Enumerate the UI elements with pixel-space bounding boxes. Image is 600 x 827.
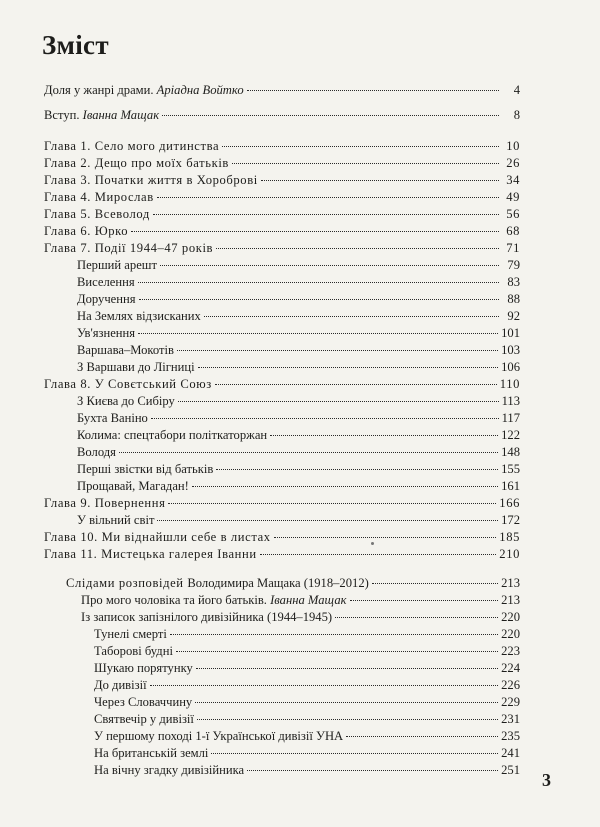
page-ref: 220 xyxy=(501,610,520,624)
dot-leader xyxy=(157,520,498,521)
toc-entry xyxy=(94,626,520,643)
entry-title: На вічну згадку дивізійника xyxy=(94,763,245,777)
page-ref: 113 xyxy=(501,394,520,408)
toc-entry xyxy=(44,172,520,189)
entry-title: Глава 9. Повернення xyxy=(44,496,166,510)
page-ref: 172 xyxy=(501,513,520,527)
page-ref: 106 xyxy=(501,360,520,374)
toc-entry xyxy=(44,82,520,99)
entry-title: Вступ. xyxy=(44,108,83,122)
toc-entry xyxy=(77,359,520,376)
page-title: Зміст xyxy=(42,30,109,60)
dot-leader xyxy=(216,469,498,470)
dot-leader xyxy=(346,736,498,737)
toc-entry xyxy=(77,410,520,427)
toc-entry xyxy=(94,762,520,779)
dot-leader xyxy=(150,685,499,686)
entry-title: Володя xyxy=(77,445,116,459)
toc-entry xyxy=(44,138,520,155)
toc-entry xyxy=(44,495,520,512)
toc-entry xyxy=(94,745,520,762)
entry-title: Святвечір у дивізії xyxy=(94,712,194,726)
page-ref: 56 xyxy=(506,207,520,221)
entry-title: З Києва до Сибіру xyxy=(77,394,175,408)
dot-leader xyxy=(139,299,499,300)
page-ref: 241 xyxy=(501,746,520,760)
dot-leader xyxy=(138,333,498,334)
dot-leader xyxy=(192,486,498,487)
dot-leader xyxy=(372,583,498,584)
toc-entry xyxy=(81,592,520,609)
entry-title: На Землях відзисканих xyxy=(77,309,201,323)
toc-entry xyxy=(44,206,520,223)
page-ref: 210 xyxy=(499,547,520,561)
page-ref: 110 xyxy=(499,377,520,391)
dot-leader xyxy=(162,115,499,116)
page-ref: 10 xyxy=(506,139,520,153)
toc-entry xyxy=(77,512,520,529)
entry-author: Аріадна Войтко xyxy=(156,83,244,97)
entry-title: Варшава–Мокотів xyxy=(77,343,174,357)
page-ref: 49 xyxy=(506,190,520,204)
dot-leader xyxy=(222,146,499,147)
entry-title: Глава 5. Всеволод xyxy=(44,207,150,221)
page-ref: 26 xyxy=(506,156,520,170)
entry-title: Перший арешт xyxy=(77,258,157,272)
dot-leader xyxy=(151,418,499,419)
entry-title: Шукаю порятунку xyxy=(94,661,193,675)
entry-title: Виселення xyxy=(77,275,135,289)
toc-entry xyxy=(44,107,520,124)
dot-leader xyxy=(216,248,499,249)
entry-title: Таборові будні xyxy=(94,644,173,658)
dot-leader xyxy=(204,316,499,317)
toc-entry xyxy=(94,711,520,728)
paper-speck xyxy=(371,542,374,545)
entry-subtitle: Володимира Мащака (1918–2012) xyxy=(187,576,369,590)
page-ref: 83 xyxy=(507,275,520,289)
entry-title: Із записок запізнілого дивізійника (1944–1945) xyxy=(81,610,333,624)
dot-leader xyxy=(247,770,498,771)
dot-leader xyxy=(350,600,499,601)
entry-title: Глава 6. Юрко xyxy=(44,224,129,238)
page-ref: 223 xyxy=(501,644,520,658)
entry-author: Іванна Мащак xyxy=(82,108,160,122)
page-ref: 235 xyxy=(501,729,520,743)
entry-title: Глава 1. Село мого дитинства xyxy=(44,139,220,153)
dot-leader xyxy=(131,231,499,232)
dot-leader xyxy=(168,503,496,504)
toc-entry xyxy=(77,427,520,444)
page-ref: 71 xyxy=(506,241,520,255)
toc-entry xyxy=(77,478,520,495)
toc-entry xyxy=(94,728,520,745)
entry-title: Про мого чоловіка та його батьків. xyxy=(81,593,271,607)
dot-leader xyxy=(138,282,499,283)
toc-entry xyxy=(44,155,520,172)
dot-leader xyxy=(247,90,499,91)
toc-entry xyxy=(44,546,520,563)
toc-entry xyxy=(94,643,520,660)
page-ref: 122 xyxy=(501,428,520,442)
page-ref: 231 xyxy=(501,712,520,726)
page-ref: 8 xyxy=(513,108,520,122)
toc-entry xyxy=(44,189,520,206)
dot-leader xyxy=(261,180,499,181)
entry-title: Глава 10. Ми віднайшли себе в листах xyxy=(44,530,271,544)
dot-leader xyxy=(270,435,498,436)
page-ref: 92 xyxy=(507,309,520,323)
page-ref: 166 xyxy=(499,496,520,510)
toc-entry xyxy=(44,376,520,393)
dot-leader xyxy=(119,452,498,453)
dot-leader xyxy=(197,719,498,720)
entry-author: Іванна Мащак xyxy=(270,593,347,607)
page-ref: 226 xyxy=(501,678,520,692)
toc-entry xyxy=(44,240,520,257)
dot-leader xyxy=(335,617,498,618)
dot-leader xyxy=(215,384,497,385)
dot-leader xyxy=(198,367,498,368)
page-ref: 213 xyxy=(501,593,520,607)
toc-entry xyxy=(44,529,520,546)
page-ref: 117 xyxy=(501,411,520,425)
entry-title: Глава 8. У Совєтський Союз xyxy=(44,377,212,391)
toc-entry xyxy=(94,694,520,711)
page-ref: 68 xyxy=(506,224,520,238)
page-ref: 213 xyxy=(501,576,520,590)
toc-entry xyxy=(77,325,520,342)
toc-entry xyxy=(77,257,520,274)
page-ref: 224 xyxy=(501,661,520,675)
dot-leader xyxy=(274,537,497,538)
dot-leader xyxy=(211,753,498,754)
toc-entry xyxy=(94,677,520,694)
dot-leader xyxy=(196,668,498,669)
toc-entry xyxy=(44,223,520,240)
entry-title: Бухта Ваніно xyxy=(77,411,148,425)
entry-title: Ув'язнення xyxy=(77,326,136,340)
dot-leader xyxy=(260,554,497,555)
entry-title: Доля у жанрі драми. xyxy=(44,83,157,97)
page-ref: 34 xyxy=(506,173,520,187)
dot-leader xyxy=(176,651,498,652)
page-ref: 229 xyxy=(501,695,520,709)
entry-title: Колима: спецтабори політкаторжан xyxy=(77,428,268,442)
page-ref: 148 xyxy=(501,445,520,459)
entry-title: Глава 4. Мирослав xyxy=(44,190,154,204)
entry-title: Глава 2. Дещо про моїх батьків xyxy=(44,156,229,170)
entry-title: Тунелі смерті xyxy=(94,627,167,641)
toc-entry xyxy=(77,291,520,308)
page-ref: 88 xyxy=(507,292,520,306)
page-ref: 185 xyxy=(499,530,520,544)
toc-entry xyxy=(77,342,520,359)
dot-leader xyxy=(160,265,499,266)
page-ref: 155 xyxy=(501,462,520,476)
entry-title: Глава 11. Мистецька галерея Іванни xyxy=(44,547,257,561)
page-ref: 251 xyxy=(501,763,520,777)
entry-title: Прощавай, Магадан! xyxy=(77,479,189,493)
toc-entry xyxy=(77,393,520,410)
page-ref: 161 xyxy=(501,479,520,493)
dot-leader xyxy=(178,401,499,402)
entry-title: Перші звістки від батьків xyxy=(77,462,214,476)
page-ref: 4 xyxy=(513,83,520,97)
page-ref: 220 xyxy=(501,627,520,641)
toc-entry xyxy=(77,461,520,478)
dot-leader xyxy=(157,197,499,198)
entry-title: Слідами розповідей xyxy=(66,576,188,590)
entry-title: Глава 7. Події 1944–47 років xyxy=(44,241,214,255)
toc-entry xyxy=(77,444,520,461)
toc-entry xyxy=(81,609,520,626)
entry-title: У вільний світ xyxy=(77,513,155,527)
dot-leader xyxy=(232,163,499,164)
entry-title: На британській землі xyxy=(94,746,209,760)
page-ref: 101 xyxy=(501,326,520,340)
toc-entry xyxy=(77,308,520,325)
entry-title: Доручення xyxy=(77,292,136,306)
toc-entry xyxy=(77,274,520,291)
toc-entry xyxy=(66,575,520,592)
entry-title: Глава 3. Початки життя в Хороброві xyxy=(44,173,258,187)
page-number: 3 xyxy=(542,770,551,790)
toc-entry xyxy=(94,660,520,677)
entry-title: Через Словаччину xyxy=(94,695,193,709)
page-ref: 79 xyxy=(507,258,520,272)
dot-leader xyxy=(195,702,498,703)
dot-leader xyxy=(177,350,498,351)
dot-leader xyxy=(153,214,499,215)
entry-title: У першому поході 1-ї Української дивізії УНА xyxy=(94,729,344,743)
entry-title: З Варшави до Лігниці xyxy=(77,360,195,374)
page-ref: 103 xyxy=(501,343,520,357)
dot-leader xyxy=(170,634,498,635)
entry-title: До дивізії xyxy=(94,678,147,692)
